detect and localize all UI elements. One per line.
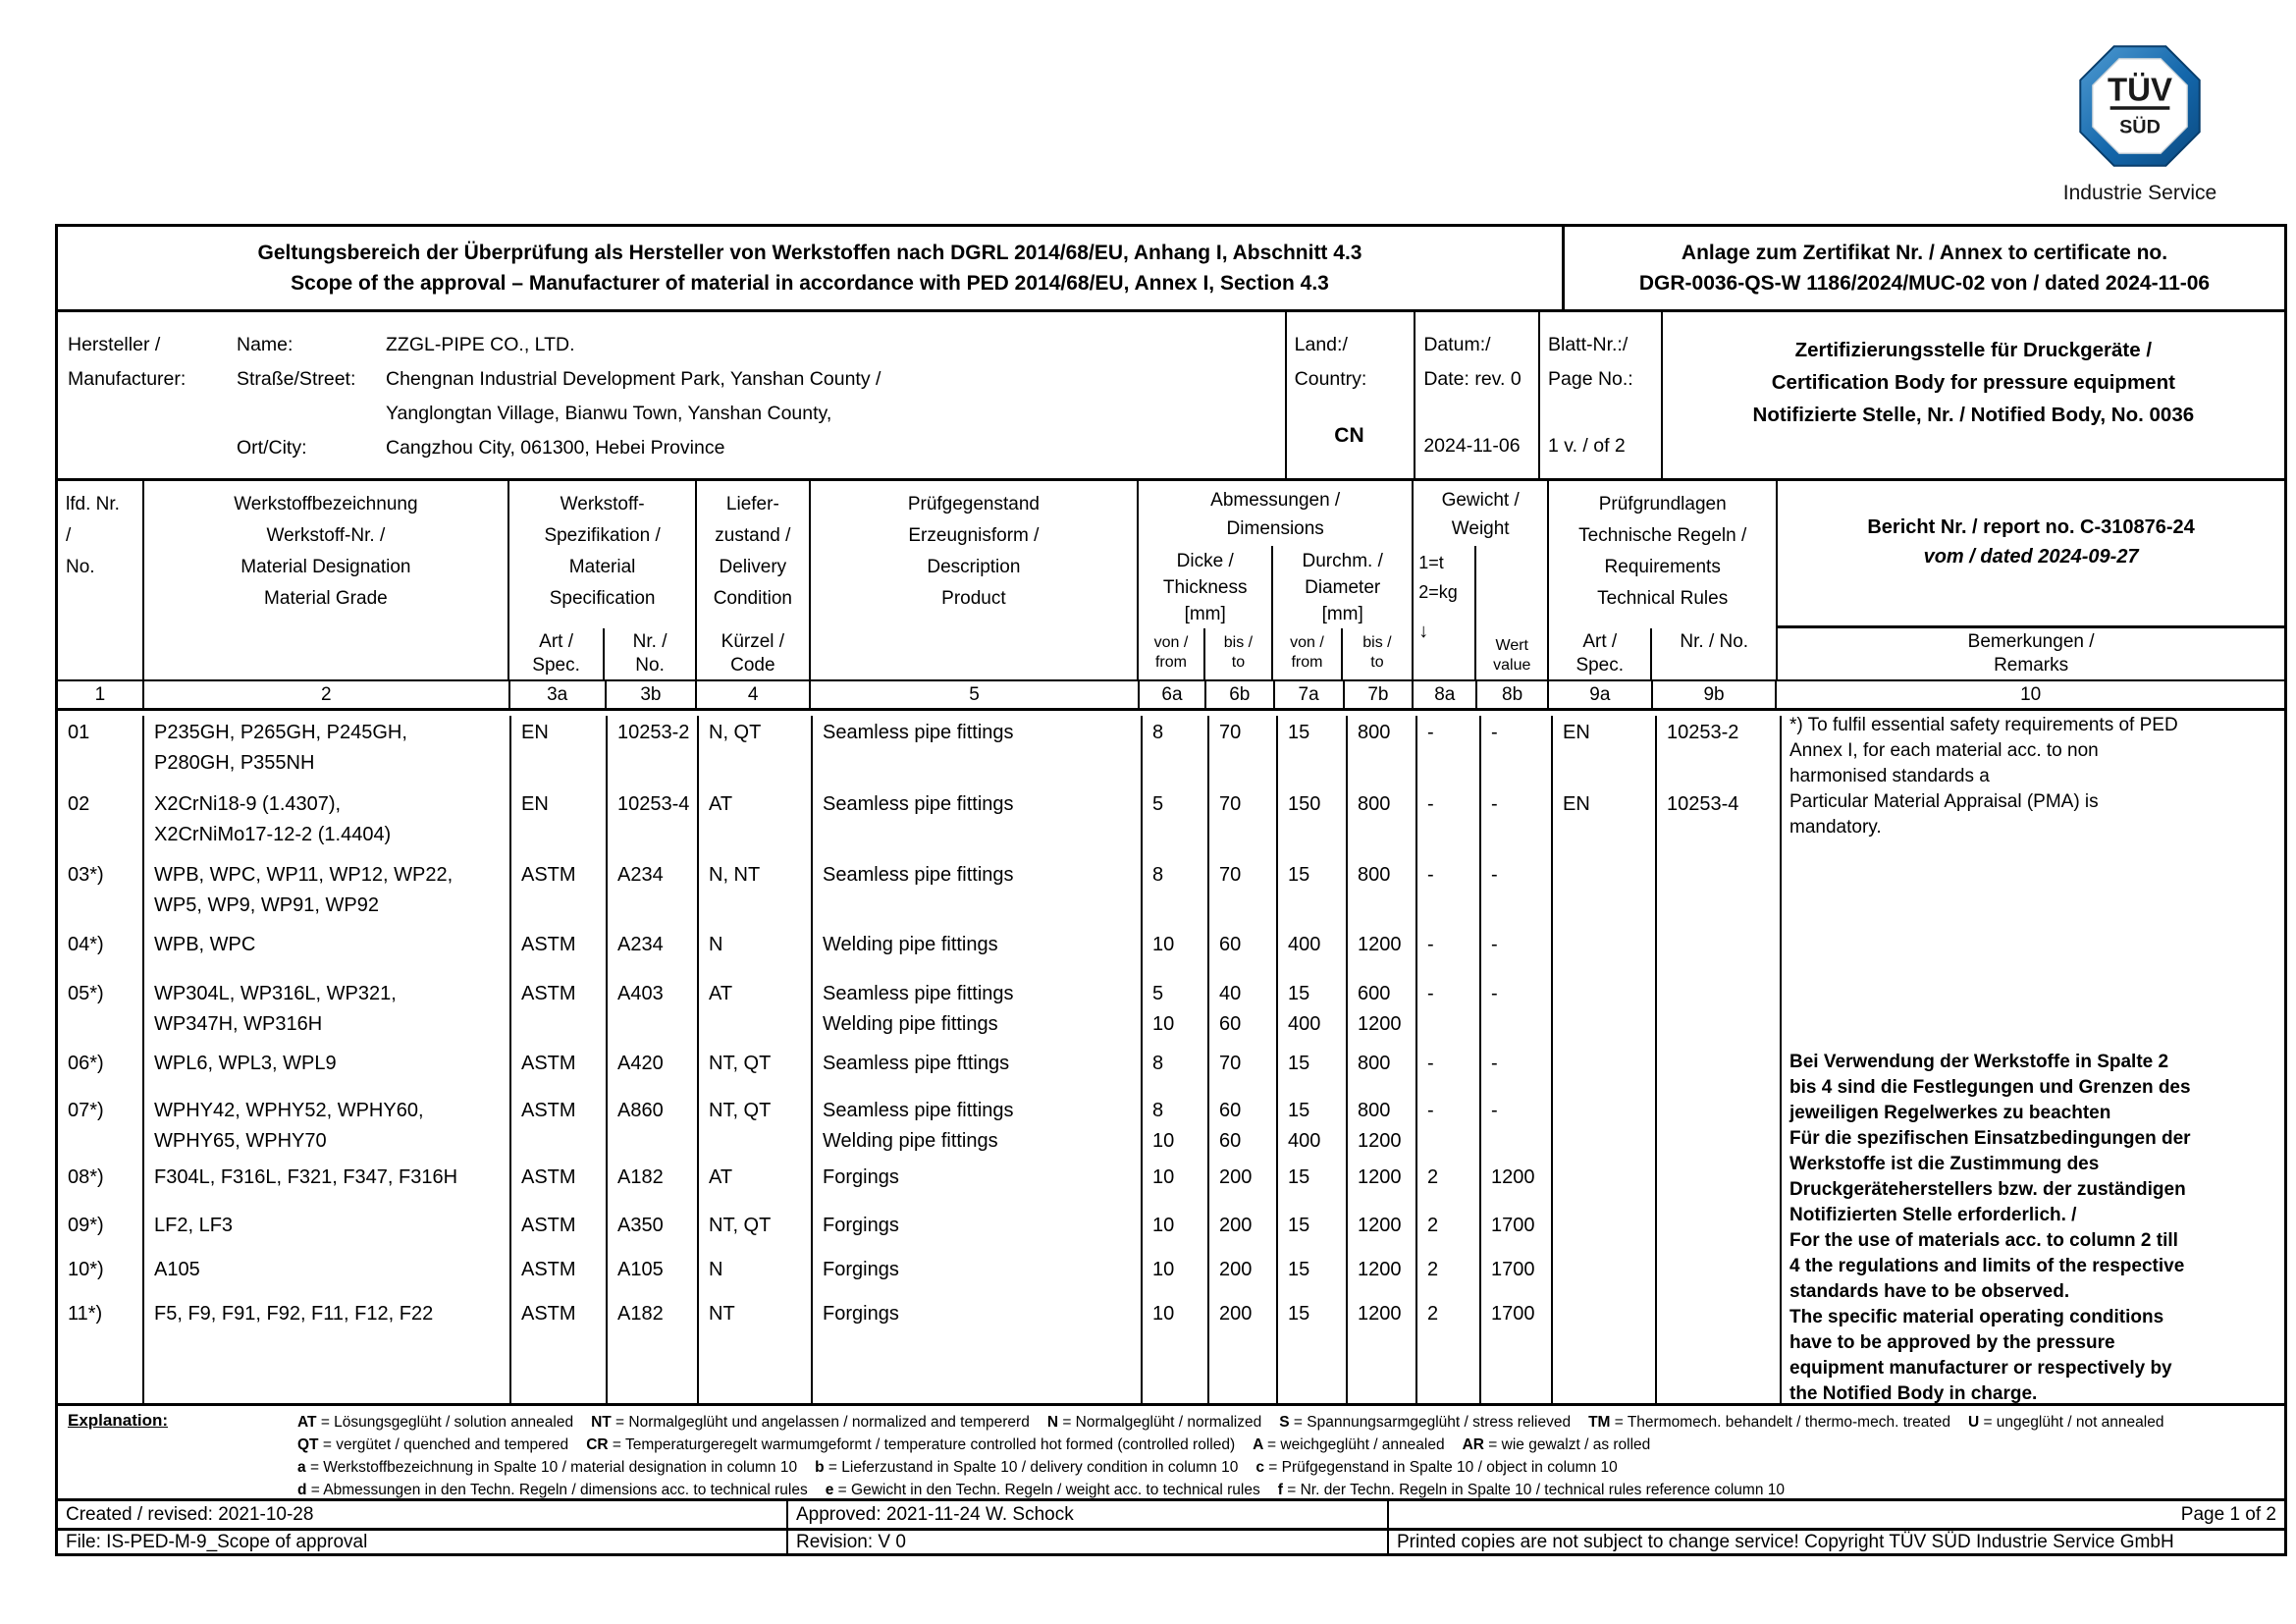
header-thickness: Dicke / Thickness [mm] <box>1139 546 1273 628</box>
report-date: vom / dated 2024-09-27 <box>1923 546 2139 568</box>
header-remarks-label: Bemerkungen / Remarks <box>1967 631 2095 676</box>
cell-no: 08*) <box>58 1161 144 1209</box>
cell-product: Seamless pipe fittings Welding pipe fittings <box>813 1094 1143 1161</box>
header-col-delivery: Liefer- zustand / Delivery Condition Kürzel / Code <box>697 481 811 679</box>
weight-units: 1=t 2=kg <box>1418 553 1458 602</box>
col-number: 7a <box>1275 681 1345 708</box>
cell-rule_no <box>1657 1209 1782 1253</box>
cell-rule_no: 10253-4 <box>1657 787 1782 858</box>
manufacturer-address <box>58 312 1287 478</box>
cell-d_to: 800 <box>1348 1047 1417 1094</box>
header-sub-spec-no: Nr. / No. <box>632 631 667 676</box>
table-row <box>58 1209 1782 1253</box>
cell-w_value: - <box>1481 787 1553 858</box>
cell-rule_no: 10253-2 <box>1657 716 1782 787</box>
footer-approved: Approved: 2021-11-24 W. Schock <box>788 1501 1389 1528</box>
revision-date: 2024-11-06 <box>1423 435 1521 457</box>
cell-delivery: N <box>699 1253 813 1297</box>
header-col-no: lfd. Nr. / No. <box>58 481 144 679</box>
cell-t_to: 40 60 <box>1209 977 1278 1047</box>
col-number: 3a <box>510 681 607 708</box>
cell-w_value: 1700 <box>1481 1209 1553 1253</box>
cell-spec_no: A234 <box>608 858 699 928</box>
cell-d_from: 15 <box>1278 1297 1348 1403</box>
cell-no: 09*) <box>58 1209 144 1253</box>
cell-rule_art <box>1553 1161 1657 1209</box>
cell-t_to: 200 <box>1209 1297 1278 1403</box>
cell-spec_art: ASTM <box>511 1094 608 1161</box>
cell-t_to: 60 60 <box>1209 1094 1278 1161</box>
header-diameter-to: bis / to <box>1362 634 1392 671</box>
city-value: Cangzhou City, 061300, Hebei Province <box>386 437 725 459</box>
cell-rule_no <box>1657 977 1782 1047</box>
cell-rule_no <box>1657 1253 1782 1297</box>
cell-t_to: 70 <box>1209 858 1278 928</box>
header-sub-code: Kürzel / Code <box>721 631 785 676</box>
cell-product: Welding pipe fittings <box>813 928 1143 977</box>
col-number: 1 <box>58 681 144 708</box>
cell-t_to: 70 <box>1209 787 1278 858</box>
cell-spec_no: A182 <box>608 1161 699 1209</box>
title-box <box>55 224 1565 312</box>
cell-no: 06*) <box>58 1047 144 1094</box>
cell-delivery: NT, QT <box>699 1047 813 1094</box>
cell-no: 07*) <box>58 1094 144 1161</box>
table-row <box>58 1253 1782 1297</box>
cell-delivery: AT <box>699 787 813 858</box>
cell-product: Seamless pipe fittings <box>813 716 1143 787</box>
cell-d_to: 1200 <box>1348 1161 1417 1209</box>
cell-t_from: 10 <box>1143 1161 1209 1209</box>
col-number: 7b <box>1345 681 1415 708</box>
approval-table <box>55 481 2287 1403</box>
cell-spec_no: A860 <box>608 1094 699 1161</box>
cell-spec_no: A182 <box>608 1297 699 1403</box>
cell-spec_art: EN <box>511 787 608 858</box>
cell-spec_art: ASTM <box>511 977 608 1047</box>
header-weight-value: Wert value <box>1493 637 1531 674</box>
cell-w_value: - <box>1481 1094 1553 1161</box>
cell-rule_no <box>1657 1161 1782 1209</box>
cell-w_unit: 2 <box>1417 1297 1481 1403</box>
cell-spec_art: ASTM <box>511 1209 608 1253</box>
page-cell: Blatt-Nr.:/ Page No.: 1 v. / of 2 <box>1540 312 1663 478</box>
cell-designation: X2CrNi18-9 (1.4307), X2CrNiMo17-12-2 (1.4404) <box>144 787 511 858</box>
cell-w_value: 1700 <box>1481 1297 1553 1403</box>
table-header <box>58 481 2284 679</box>
cell-delivery: NT, QT <box>699 1209 813 1253</box>
cell-spec_no: A105 <box>608 1253 699 1297</box>
cell-product: Forgings <box>813 1161 1143 1209</box>
header-diameter-from: von / from <box>1273 628 1343 679</box>
cell-rule_art <box>1553 1253 1657 1297</box>
cell-d_from: 15 <box>1278 1253 1348 1297</box>
cell-t_from: 5 10 <box>1143 977 1209 1047</box>
header-diameter: Durchm. / Diameter [mm] <box>1302 551 1383 624</box>
cell-t_to: 200 <box>1209 1253 1278 1297</box>
tuv-octagon-icon <box>2075 41 2205 171</box>
street-value-2: Yanglongtan Village, Bianwu Town, Yanshan County, <box>386 403 832 424</box>
document-body <box>55 224 2287 1556</box>
col-number: 3b <box>607 681 698 708</box>
cell-rule_art: EN <box>1553 787 1657 858</box>
cell-rule_art <box>1553 977 1657 1047</box>
cell-w_value: 1700 <box>1481 1253 1553 1297</box>
cell-d_from: 15 400 <box>1278 977 1348 1047</box>
cell-product: Forgings <box>813 1253 1143 1297</box>
cell-designation: WPHY42, WPHY52, WPHY60, WPHY65, WPHY70 <box>144 1094 511 1161</box>
cell-delivery: NT <box>699 1297 813 1403</box>
cell-w_unit: 2 <box>1417 1253 1481 1297</box>
cell-delivery: N, QT <box>699 716 813 787</box>
header-thickness-from: von / from <box>1139 628 1205 679</box>
remark-pma: *) To fulfil essential safety requirements of PED Annex I, for each material acc. to non harmonised standards a Particular Material Appraisal (PMA) is mandatory. <box>1789 715 2178 838</box>
name-label: Name: <box>237 334 294 355</box>
date-cell: Datum:/ Date: rev. 0 2024-11-06 <box>1415 312 1540 478</box>
country-cell: Land:/ Country: CN <box>1287 312 1416 478</box>
cell-d_from: 15 <box>1278 1047 1348 1094</box>
cell-t_from: 8 10 <box>1143 1094 1209 1161</box>
column-number-row <box>58 679 2284 711</box>
cell-w_value: 1200 <box>1481 1161 1553 1209</box>
col-number: 9b <box>1653 681 1778 708</box>
col-number: 5 <box>811 681 1140 708</box>
annex-certificate-number: DGR-0036-QS-W 1186/2024/MUC-02 von / dated 2024-11-06 <box>1638 271 2211 295</box>
cell-t_to: 70 <box>1209 716 1278 787</box>
cell-rule_no <box>1657 1297 1782 1403</box>
cell-w_value: - <box>1481 928 1553 977</box>
cell-spec_art: ASTM <box>511 858 608 928</box>
cell-d_from: 15 <box>1278 1161 1348 1209</box>
report-number: Bericht Nr. / report no. C-310876-24 <box>1867 516 2195 538</box>
cell-designation: A105 <box>144 1253 511 1297</box>
footer-row-2 <box>55 1528 2287 1556</box>
cell-t_from: 10 <box>1143 928 1209 977</box>
table-row <box>58 1047 1782 1094</box>
cell-delivery: NT, QT <box>699 1094 813 1161</box>
table-row <box>58 716 1782 787</box>
header-rules-no: Nr. / No. <box>1680 631 1749 652</box>
cell-t_from: 10 <box>1143 1209 1209 1253</box>
cell-delivery: AT <box>699 1161 813 1209</box>
cell-designation: WPB, WPC, WP11, WP12, WP22, WP5, WP9, WP91, WP92 <box>144 858 511 928</box>
cell-d_from: 15 <box>1278 858 1348 928</box>
cell-spec_art: ASTM <box>511 1161 608 1209</box>
cell-spec_no: A420 <box>608 1047 699 1094</box>
col-number: 6a <box>1140 681 1206 708</box>
cell-t_to: 200 <box>1209 1209 1278 1253</box>
cell-w_unit: 2 <box>1417 1161 1481 1209</box>
cell-no: 10*) <box>58 1253 144 1297</box>
cell-delivery: AT <box>699 977 813 1047</box>
cell-spec_art: ASTM <box>511 1297 608 1403</box>
col-number: 2 <box>144 681 510 708</box>
cell-d_from: 150 <box>1278 787 1348 858</box>
cell-d_from: 400 <box>1278 928 1348 977</box>
manufacturer-name: ZZGL-PIPE CO., LTD. <box>386 334 575 355</box>
col-number: 8a <box>1414 681 1477 708</box>
cell-designation: F5, F9, F91, F92, F11, F12, F22 <box>144 1297 511 1403</box>
cell-t_from: 10 <box>1143 1297 1209 1403</box>
title-english: Scope of the approval – Manufacturer of material in accordance with PED 2014/68/EU, Annex I, Section 4.3 <box>291 271 1329 295</box>
cell-rule_art: EN <box>1553 716 1657 787</box>
cell-t_from: 10 <box>1143 1253 1209 1297</box>
cell-d_from: 15 400 <box>1278 1094 1348 1161</box>
cell-rule_no <box>1657 1094 1782 1161</box>
cell-d_to: 800 <box>1348 787 1417 858</box>
cell-delivery: N, NT <box>699 858 813 928</box>
cell-w_unit: - <box>1417 1047 1481 1094</box>
remarks-column <box>1782 711 2284 1403</box>
explanation-label: Explanation: <box>68 1411 169 1430</box>
street-value-1: Chengnan Industrial Development Park, Yanshan County / <box>386 368 881 390</box>
header-col-dimensions: Abmessungen / Dimensions Dicke / Thickness [mm] Durchm. / Diameter [mm] von / from bis / to von / from bis / to <box>1139 481 1414 679</box>
manufacturer-label-en: Manufacturer: <box>68 368 187 390</box>
table-row <box>58 1094 1782 1161</box>
table-row <box>58 858 1782 928</box>
cell-designation: P235GH, P265GH, P245GH, P280GH, P355NH <box>144 716 511 787</box>
cell-t_from: 8 <box>1143 1047 1209 1094</box>
cell-rule_art <box>1553 1209 1657 1253</box>
cell-d_from: 15 <box>1278 716 1348 787</box>
cell-t_to: 70 <box>1209 1047 1278 1094</box>
cell-d_to: 1200 <box>1348 1297 1417 1403</box>
footer-file: File: IS-PED-M-9_Scope of approval <box>58 1531 788 1553</box>
annex-label: Anlage zum Zertifikat Nr. / Annex to certificate no. <box>1681 241 2168 264</box>
remark-usage-conditions: Bei Verwendung der Werkstoffe in Spalte 2 bis 4 sind die Festlegungen und Grenzen des jeweiligen Regelwerkes zu beachten Für die spezifischen Einsatzbedingungen der Werkstoffe ist die Zustimmung des Druckgeräteherstellers bzw. der zuständigen Notifizierten Stelle erforderlich. / For the use of materials acc. to column 2 till 4 the regulations and limits of the respective standards have to be observed. The specific material operating conditions have to be approved by the pressure equipment manufacturer or respectively by the Notified Body in charge. <box>1789 1052 2191 1404</box>
footer-row-1 <box>55 1501 2287 1528</box>
footer-copyright: Printed copies are not subject to change service! Copyright TÜV SÜD Industrie Service GmbH <box>1397 1531 2174 1552</box>
cell-w_value: - <box>1481 858 1553 928</box>
col-number: 8b <box>1477 681 1549 708</box>
cell-delivery: N <box>699 928 813 977</box>
cell-d_from: 15 <box>1278 1209 1348 1253</box>
cell-spec_no: 10253-4 <box>608 787 699 858</box>
cell-spec_no: A234 <box>608 928 699 977</box>
col-number: 10 <box>2020 683 2042 705</box>
cell-w_value: - <box>1481 716 1553 787</box>
cell-rule_art <box>1553 1094 1657 1161</box>
cell-spec_no: 10253-2 <box>608 716 699 787</box>
cell-t_from: 5 <box>1143 787 1209 858</box>
table-row <box>58 928 1782 977</box>
header-thickness-to: bis / to <box>1205 628 1274 679</box>
cell-rule_art <box>1553 928 1657 977</box>
header-col-product: Prüfgegenstand Erzeugnisform / Description Product <box>811 481 1140 679</box>
cell-w_value: - <box>1481 977 1553 1047</box>
cell-w_unit: - <box>1417 858 1481 928</box>
cell-w_value: - <box>1481 1047 1553 1094</box>
city-label: Ort/City: <box>237 437 307 459</box>
header-row <box>55 224 2287 312</box>
table-row <box>58 1161 1782 1209</box>
cell-w_unit: - <box>1417 716 1481 787</box>
footer-page: Page 1 of 2 <box>2180 1503 2276 1525</box>
cell-w_unit: - <box>1417 977 1481 1047</box>
manufacturer-label-de: Hersteller / <box>68 334 161 355</box>
cell-d_to: 600 1200 <box>1348 977 1417 1047</box>
cell-product: Seamless pipe fittings <box>813 858 1143 928</box>
cell-rule_no <box>1657 858 1782 928</box>
title-german: Geltungsbereich der Überprüfung als Hersteller von Werkstoffen nach DGRL 2014/68/EU, Anhang I, Abschnitt 4.3 <box>257 241 1362 264</box>
col-number: 6b <box>1206 681 1275 708</box>
cell-rule_no <box>1657 928 1782 977</box>
cell-product: Seamless pipe fttings <box>813 1047 1143 1094</box>
footer-revision: Revision: V 0 <box>788 1531 1389 1553</box>
table-row <box>58 1297 1782 1403</box>
cell-designation: WP304L, WP316L, WP321, WP347H, WP316H <box>144 977 511 1047</box>
cell-d_to: 1200 <box>1348 1209 1417 1253</box>
cell-t_from: 8 <box>1143 716 1209 787</box>
cell-spec_no: A403 <box>608 977 699 1047</box>
header-col-remarks <box>1778 481 2284 679</box>
header-rules-art: Art / Spec. <box>1549 628 1652 679</box>
cell-designation: LF2, LF3 <box>144 1209 511 1253</box>
tuv-sud-logo <box>2059 41 2220 205</box>
cell-designation: F304L, F316L, F321, F347, F316H <box>144 1161 511 1209</box>
cell-d_to: 800 1200 <box>1348 1094 1417 1161</box>
certification-body-cell: Zertifizierungsstelle für Druckgeräte / Certification Body for pressure equipment Notifizierte Stelle, Nr. / Notified Body, No. 0036 <box>1752 339 2195 426</box>
cell-rule_no <box>1657 1047 1782 1094</box>
cell-d_to: 800 <box>1348 716 1417 787</box>
header-col-designation: Werkstoffbezeichnung Werkstoff-Nr. / Material Designation Material Grade <box>144 481 509 679</box>
header-col-rules: Prüfgrundlagen Technische Regeln / Requirements Technical Rules Art / Spec. Nr. / No. <box>1549 481 1778 679</box>
cell-product: Seamless pipe fittings Welding pipe fittings <box>813 977 1143 1047</box>
cell-spec_no: A350 <box>608 1209 699 1253</box>
cell-w_unit: - <box>1417 928 1481 977</box>
header-col-specification: Werkstoff- Spezifikation / Material Specification Art / Spec. Nr. / No. <box>509 481 697 679</box>
cell-rule_art <box>1553 1297 1657 1403</box>
cell-d_to: 1200 <box>1348 1253 1417 1297</box>
cell-no: 11*) <box>58 1297 144 1403</box>
cell-rule_art <box>1553 858 1657 928</box>
logo-tuv-text: TÜV <box>2108 71 2172 108</box>
logo-caption: Industrie Service <box>2062 182 2217 204</box>
street-label: Straße/Street: <box>237 368 356 390</box>
footer-created: Created / revised: 2021-10-28 <box>58 1501 788 1528</box>
header-col-weight: Gewicht / Weight 1=t 2=kg ↓ Wert value <box>1414 481 1549 679</box>
table-row <box>58 787 1782 858</box>
cell-designation: WPL6, WPL3, WPL9 <box>144 1047 511 1094</box>
col-number: 9a <box>1549 681 1653 708</box>
cell-spec_art: ASTM <box>511 1047 608 1094</box>
manufacturer-block <box>55 312 2287 481</box>
cell-spec_art: ASTM <box>511 1253 608 1297</box>
annex-box <box>1565 224 2287 312</box>
cell-designation: WPB, WPC <box>144 928 511 977</box>
cell-product: Seamless pipe fittings <box>813 787 1143 858</box>
cell-t_from: 8 <box>1143 858 1209 928</box>
cell-w_unit: 2 <box>1417 1209 1481 1253</box>
cell-product: Forgings <box>813 1209 1143 1253</box>
header-sub-spec-art: Art / Spec. <box>509 628 605 679</box>
cell-no: 02 <box>58 787 144 858</box>
cell-spec_art: EN <box>511 716 608 787</box>
down-arrow-icon: ↓ <box>1418 621 1429 642</box>
explanation-text: AT = Lösungsgeglüht / solution annealed NT = Normalgeglüht und angelassen / normalized and tempererd N = Normalgeglüht / normalized S = Spannungsarmgeglüht / stress relieved TM = Thermomech. behandelt / thermo-mech. treated U = ungeglüht / not annealed QT = vergütet / quenched and tempered CR = Temperaturgeregelt warmumgeformt / temperature controlled hot formed (controlled rolled) A = weichgeglüht / annealed AR = wie gewalzt / as rolled a = Werkstoffbezeichnung in Spalte 10 / material designation in column 10 b = Lieferzustand in Spalte 10 / delivery condition in column 10 c = Prüfgegenstand in Spalte 10 / object in column 10 d = Abmessungen in den Techn. Regeln / dimensions acc. to technical rules e = Gewicht in den Techn. Regeln / weight acc. to technical rules f = Nr. der Techn. Regeln in Spalte 10 / technical rules reference column 10 <box>297 1414 2164 1498</box>
cell-no: 04*) <box>58 928 144 977</box>
cell-spec_art: ASTM <box>511 928 608 977</box>
cell-t_to: 200 <box>1209 1161 1278 1209</box>
table-row <box>58 977 1782 1047</box>
cell-w_unit: - <box>1417 1094 1481 1161</box>
page-number: 1 v. / of 2 <box>1548 435 1626 457</box>
cell-no: 05*) <box>58 977 144 1047</box>
cell-d_to: 800 <box>1348 858 1417 928</box>
cell-product: Forgings <box>813 1297 1143 1403</box>
cell-no: 03*) <box>58 858 144 928</box>
cell-t_to: 60 <box>1209 928 1278 977</box>
table-body <box>58 711 2284 1403</box>
material-rows <box>58 711 1782 1403</box>
logo-sud-text: SÜD <box>2119 116 2161 138</box>
cell-w_unit: - <box>1417 787 1481 858</box>
cell-rule_art <box>1553 1047 1657 1094</box>
col-number: 4 <box>697 681 811 708</box>
country-code: CN <box>1334 424 1364 447</box>
explanation-box <box>55 1403 2287 1501</box>
cell-no: 01 <box>58 716 144 787</box>
cell-d_to: 1200 <box>1348 928 1417 977</box>
